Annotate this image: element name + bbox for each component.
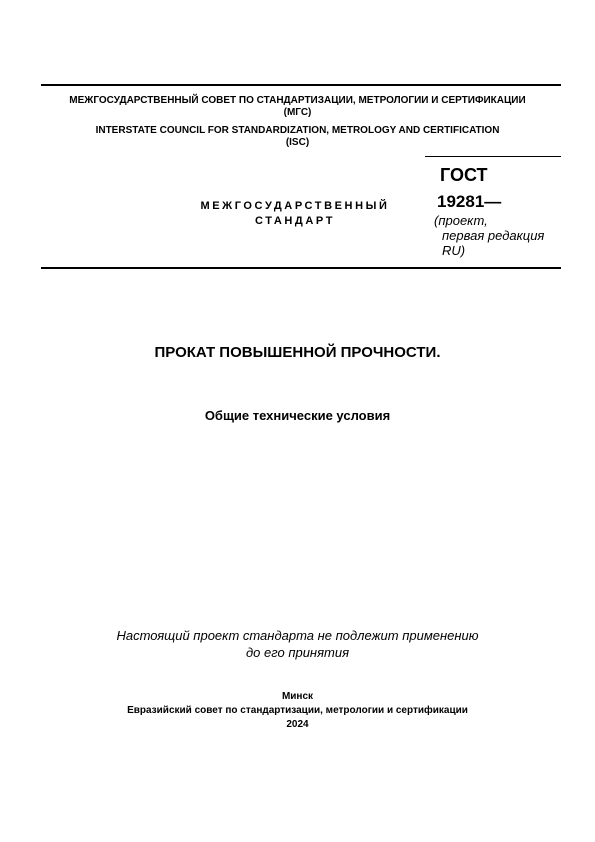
council-en-text: INTERSTATE COUNCIL FOR STANDARDIZATION, METROLOGY AND CERTIFICATION [95,125,500,136]
standard-type-label [175,199,415,229]
council-name-en [0,125,595,149]
council-name-ru [0,95,595,119]
header-divider [425,156,561,157]
council-ru-abbr: (МГС) [283,107,312,118]
gost-designation: ГОСТ [440,165,488,185]
draft-notice-line2: до его принятия [245,645,350,660]
footer-city: Минск [281,691,314,702]
footer-publisher: Евразийский совет по стандартизации, метрологии и сертификации [127,705,468,716]
draft-note-line3: RU) [442,243,466,258]
header-bottom-rule [41,267,561,269]
council-en-abbr: (ISC) [285,137,310,148]
publication-footer [0,690,595,732]
draft-note [434,213,564,258]
draft-note-line2: первая редакция [442,228,545,243]
standard-type-line2: СТАНДАРТ [254,215,336,227]
draft-notice [0,627,595,661]
document-subtitle: Общие технические условия [204,408,391,423]
standard-type-line1: МЕЖГОСУДАРСТВЕННЫЙ [200,200,390,212]
footer-year: 2024 [286,719,309,730]
document-title: ПРОКАТ ПОВЫШЕННОЙ ПРОЧНОСТИ. [154,344,441,361]
gost-number: 19281— [437,192,502,211]
draft-note-line1: (проект, [434,213,488,228]
draft-notice-line1: Настоящий проект стандарта не подлежит применению [116,628,479,643]
top-rule [41,84,561,86]
council-ru-text: МЕЖГОСУДАРСТВЕННЫЙ СОВЕТ ПО СТАНДАРТИЗАЦИИ, МЕТРОЛОГИИ И СЕРТИФИКАЦИИ [69,95,526,106]
